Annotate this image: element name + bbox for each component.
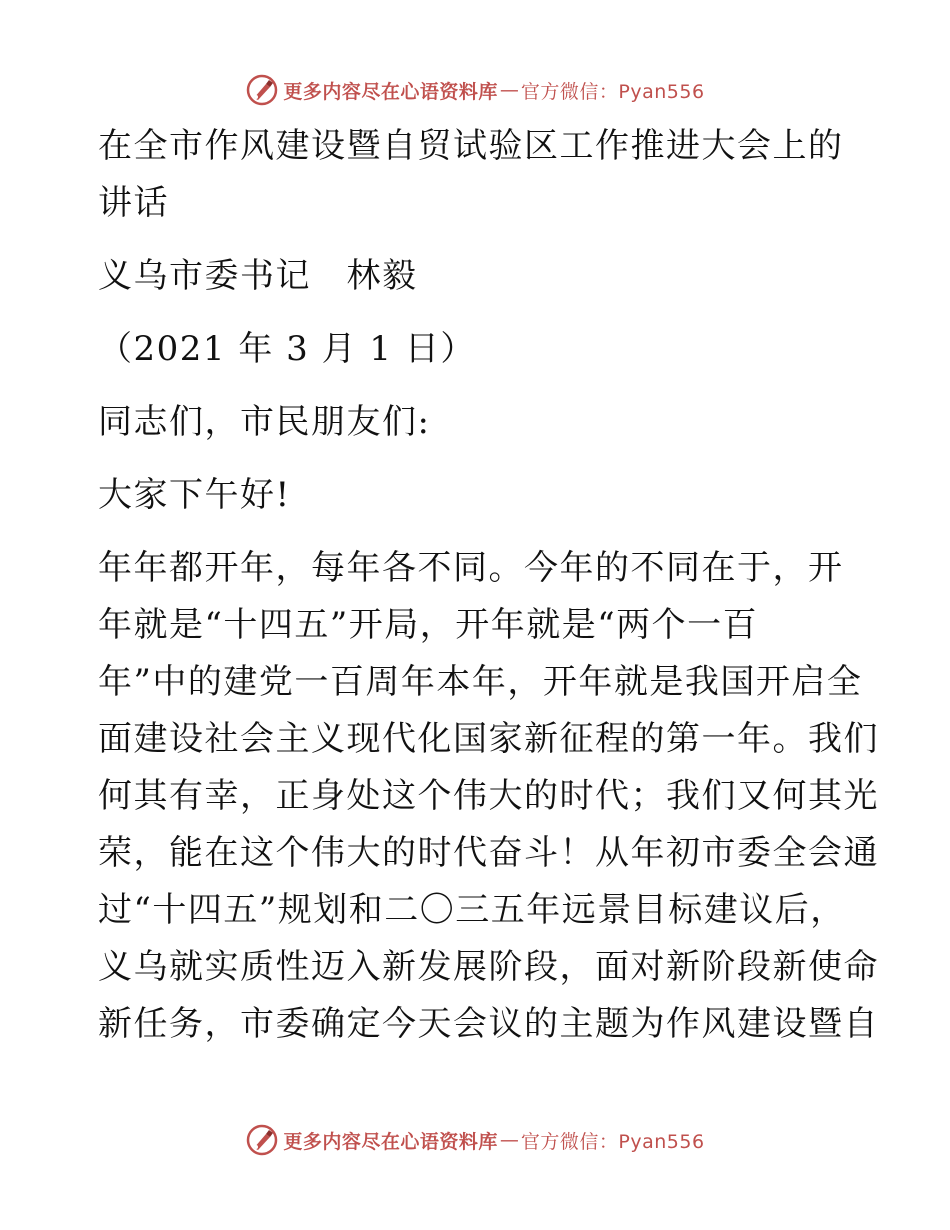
body-line: 新任务，市委确定今天会议的主题为作风建设暨自 (98, 1004, 879, 1044)
body-line: 荣，能在这个伟大的时代奋斗！从年初市委全会通 (98, 833, 879, 873)
document-title-line-2: 讲话 (98, 183, 169, 223)
watermark-separator: — (499, 79, 519, 101)
date-line: （2021 年 3 月 1 日） (98, 329, 476, 369)
document-body (98, 118, 879, 1053)
watermark-separator: — (499, 1129, 519, 1151)
speaker-line: 义乌市委书记 林毅 (98, 256, 418, 296)
watermark-main-text: 更多内容尽在心语资料库 (283, 80, 498, 103)
body-line: 义乌就实质性迈入新发展阶段，面对新阶段新使命 (98, 947, 879, 987)
salutation-line: 同志们，市民朋友们: (98, 402, 431, 442)
body-line: 面建设社会主义现代化国家新征程的第一年。我们 (98, 719, 879, 759)
footer-watermark (0, 1120, 950, 1160)
watermark-contact: 官方微信：Pyan556 (520, 80, 705, 103)
watermark-main-text: 更多内容尽在心语资料库 (283, 1130, 498, 1153)
watermark-contact: 官方微信：Pyan556 (520, 1130, 705, 1153)
pen-logo-icon (245, 1123, 279, 1157)
body-line: 年就是“十四五”开局，开年就是“两个一百 (98, 605, 759, 645)
pen-logo-icon (245, 73, 279, 107)
body-line: 过“十四五”规划和二〇三五年远景目标建议后， (98, 890, 846, 930)
body-line: 年年都开年，每年各不同。今年的不同在于，开 (98, 548, 844, 588)
body-line: 何其有幸，正身处这个伟大的时代；我们又何其光 (98, 776, 879, 816)
document-title-line-1: 在全市作风建设暨自贸试验区工作推进大会上的 (98, 126, 844, 166)
header-watermark (0, 70, 950, 110)
body-line: 年”中的建党一百周年本年，开年就是我国开启全 (98, 662, 863, 702)
greeting-line: 大家下午好! (98, 475, 291, 515)
